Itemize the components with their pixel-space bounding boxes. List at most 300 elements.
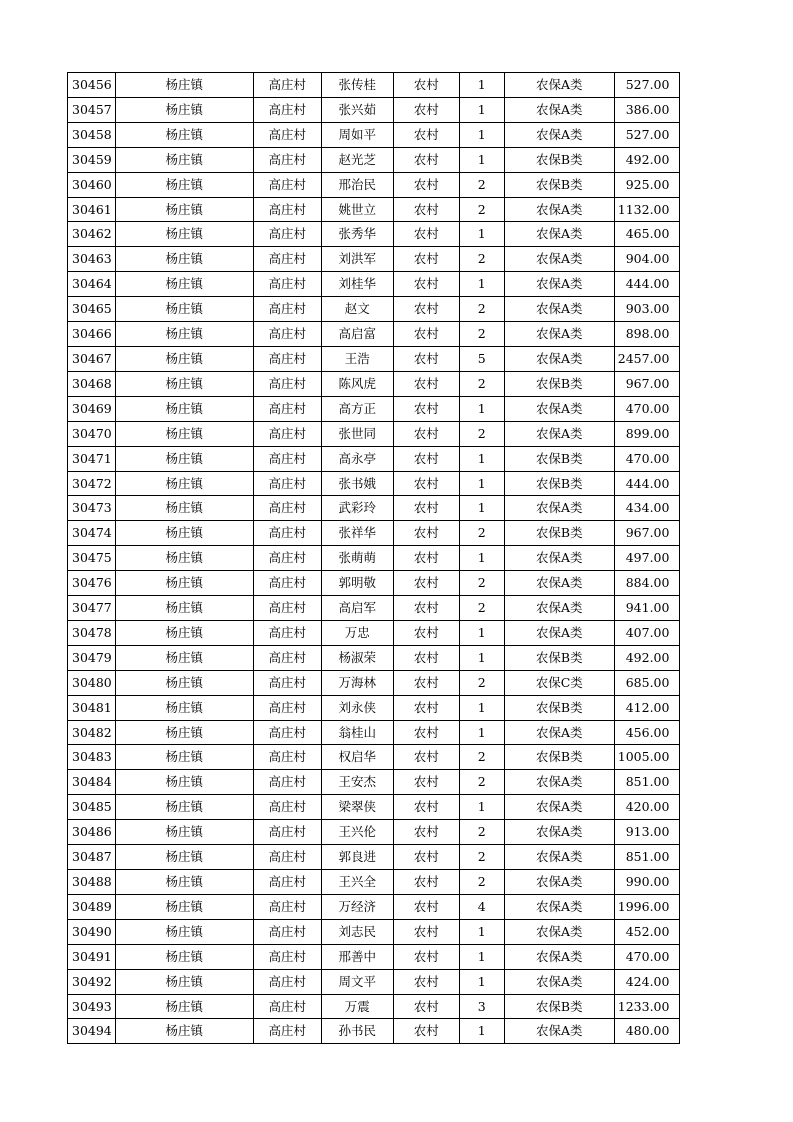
insurance-class-cell: 农保A类 xyxy=(504,122,614,147)
member-count-cell: 2 xyxy=(459,870,504,895)
table-row xyxy=(68,645,680,670)
amount-cell: 990.00 xyxy=(614,870,680,895)
insurance-class-cell: 农保A类 xyxy=(504,845,614,870)
household-type-cell: 农村 xyxy=(393,770,459,795)
amount-cell: 903.00 xyxy=(614,297,680,322)
table-row xyxy=(68,147,680,172)
household-type-cell: 农村 xyxy=(393,720,459,745)
record-id-cell: 30493 xyxy=(68,994,116,1019)
village-cell: 高庄村 xyxy=(253,919,321,944)
amount-cell: 420.00 xyxy=(614,795,680,820)
insurance-class-cell: 农保A类 xyxy=(504,396,614,421)
record-id-cell: 30482 xyxy=(68,720,116,745)
village-cell: 高庄村 xyxy=(253,770,321,795)
record-id-cell: 30487 xyxy=(68,845,116,870)
member-count-cell: 5 xyxy=(459,346,504,371)
town-cell: 杨庄镇 xyxy=(115,371,253,396)
person-name-cell: 张萌萌 xyxy=(321,546,393,571)
record-id-cell: 30490 xyxy=(68,919,116,944)
household-type-cell: 农村 xyxy=(393,596,459,621)
person-name-cell: 高启富 xyxy=(321,322,393,347)
table-row xyxy=(68,695,680,720)
household-type-cell: 农村 xyxy=(393,695,459,720)
table-row xyxy=(68,845,680,870)
table-body xyxy=(68,73,680,1044)
record-id-cell: 30459 xyxy=(68,147,116,172)
insurance-class-cell: 农保B类 xyxy=(504,471,614,496)
record-id-cell: 30460 xyxy=(68,172,116,197)
insurance-class-cell: 农保A类 xyxy=(504,620,614,645)
town-cell: 杨庄镇 xyxy=(115,297,253,322)
household-type-cell: 农村 xyxy=(393,1019,459,1044)
member-count-cell: 3 xyxy=(459,994,504,1019)
record-id-cell: 30472 xyxy=(68,471,116,496)
insurance-class-cell: 农保B类 xyxy=(504,147,614,172)
table-row xyxy=(68,322,680,347)
person-name-cell: 陈风虎 xyxy=(321,371,393,396)
village-cell: 高庄村 xyxy=(253,596,321,621)
person-name-cell: 邢治民 xyxy=(321,172,393,197)
village-cell: 高庄村 xyxy=(253,720,321,745)
town-cell: 杨庄镇 xyxy=(115,197,253,222)
record-id-cell: 30473 xyxy=(68,496,116,521)
amount-cell: 967.00 xyxy=(614,371,680,396)
table-row xyxy=(68,247,680,272)
town-cell: 杨庄镇 xyxy=(115,919,253,944)
member-count-cell: 2 xyxy=(459,571,504,596)
amount-cell: 899.00 xyxy=(614,421,680,446)
person-name-cell: 张兴茹 xyxy=(321,97,393,122)
person-name-cell: 权启华 xyxy=(321,745,393,770)
town-cell: 杨庄镇 xyxy=(115,147,253,172)
record-id-cell: 30474 xyxy=(68,521,116,546)
village-cell: 高庄村 xyxy=(253,471,321,496)
household-type-cell: 农村 xyxy=(393,396,459,421)
village-cell: 高庄村 xyxy=(253,745,321,770)
town-cell: 杨庄镇 xyxy=(115,521,253,546)
table-row xyxy=(68,670,680,695)
village-cell: 高庄村 xyxy=(253,695,321,720)
household-type-cell: 农村 xyxy=(393,969,459,994)
table-row xyxy=(68,720,680,745)
town-cell: 杨庄镇 xyxy=(115,670,253,695)
person-name-cell: 王安杰 xyxy=(321,770,393,795)
household-type-cell: 农村 xyxy=(393,421,459,446)
amount-cell: 465.00 xyxy=(614,222,680,247)
amount-cell: 412.00 xyxy=(614,695,680,720)
insurance-class-cell: 农保A类 xyxy=(504,870,614,895)
town-cell: 杨庄镇 xyxy=(115,969,253,994)
member-count-cell: 2 xyxy=(459,521,504,546)
household-type-cell: 农村 xyxy=(393,197,459,222)
amount-cell: 444.00 xyxy=(614,471,680,496)
person-name-cell: 万忠 xyxy=(321,620,393,645)
record-id-cell: 30494 xyxy=(68,1019,116,1044)
member-count-cell: 1 xyxy=(459,695,504,720)
amount-cell: 497.00 xyxy=(614,546,680,571)
table-row xyxy=(68,197,680,222)
insurance-class-cell: 农保A类 xyxy=(504,720,614,745)
member-count-cell: 2 xyxy=(459,770,504,795)
amount-cell: 470.00 xyxy=(614,446,680,471)
table-row xyxy=(68,546,680,571)
person-name-cell: 万经济 xyxy=(321,894,393,919)
person-name-cell: 张祥华 xyxy=(321,521,393,546)
member-count-cell: 1 xyxy=(459,1019,504,1044)
amount-cell: 492.00 xyxy=(614,147,680,172)
member-count-cell: 1 xyxy=(459,147,504,172)
record-id-cell: 30484 xyxy=(68,770,116,795)
town-cell: 杨庄镇 xyxy=(115,944,253,969)
town-cell: 杨庄镇 xyxy=(115,720,253,745)
member-count-cell: 2 xyxy=(459,247,504,272)
table-row xyxy=(68,446,680,471)
household-type-cell: 农村 xyxy=(393,620,459,645)
person-name-cell: 赵文 xyxy=(321,297,393,322)
insurance-class-cell: 农保B类 xyxy=(504,446,614,471)
household-type-cell: 农村 xyxy=(393,247,459,272)
household-type-cell: 农村 xyxy=(393,944,459,969)
member-count-cell: 1 xyxy=(459,446,504,471)
member-count-cell: 2 xyxy=(459,596,504,621)
person-name-cell: 张世同 xyxy=(321,421,393,446)
record-id-cell: 30461 xyxy=(68,197,116,222)
insurance-class-cell: 农保A类 xyxy=(504,346,614,371)
member-count-cell: 2 xyxy=(459,197,504,222)
town-cell: 杨庄镇 xyxy=(115,546,253,571)
town-cell: 杨庄镇 xyxy=(115,695,253,720)
insurance-class-cell: 农保A类 xyxy=(504,297,614,322)
insurance-class-cell: 农保A类 xyxy=(504,571,614,596)
amount-cell: 941.00 xyxy=(614,596,680,621)
village-cell: 高庄村 xyxy=(253,546,321,571)
amount-cell: 904.00 xyxy=(614,247,680,272)
household-type-cell: 农村 xyxy=(393,272,459,297)
table-row xyxy=(68,820,680,845)
insurance-class-cell: 农保B类 xyxy=(504,645,614,670)
table-row xyxy=(68,969,680,994)
table-row xyxy=(68,596,680,621)
table-row xyxy=(68,1019,680,1044)
town-cell: 杨庄镇 xyxy=(115,396,253,421)
person-name-cell: 赵光芝 xyxy=(321,147,393,172)
table-row xyxy=(68,73,680,98)
record-id-cell: 30458 xyxy=(68,122,116,147)
town-cell: 杨庄镇 xyxy=(115,73,253,98)
household-type-cell: 农村 xyxy=(393,845,459,870)
person-name-cell: 张秀华 xyxy=(321,222,393,247)
village-cell: 高庄村 xyxy=(253,969,321,994)
record-id-cell: 30467 xyxy=(68,346,116,371)
person-name-cell: 万震 xyxy=(321,994,393,1019)
insurance-class-cell: 农保C类 xyxy=(504,670,614,695)
person-name-cell: 刘洪军 xyxy=(321,247,393,272)
village-cell: 高庄村 xyxy=(253,446,321,471)
household-type-cell: 农村 xyxy=(393,97,459,122)
person-name-cell: 周文平 xyxy=(321,969,393,994)
record-id-cell: 30468 xyxy=(68,371,116,396)
insurance-class-cell: 农保A类 xyxy=(504,496,614,521)
person-name-cell: 翁桂山 xyxy=(321,720,393,745)
member-count-cell: 1 xyxy=(459,919,504,944)
village-cell: 高庄村 xyxy=(253,371,321,396)
household-type-cell: 农村 xyxy=(393,745,459,770)
member-count-cell: 1 xyxy=(459,97,504,122)
record-id-cell: 30475 xyxy=(68,546,116,571)
table-row xyxy=(68,944,680,969)
town-cell: 杨庄镇 xyxy=(115,845,253,870)
amount-cell: 851.00 xyxy=(614,845,680,870)
member-count-cell: 2 xyxy=(459,745,504,770)
person-name-cell: 刘永侠 xyxy=(321,695,393,720)
town-cell: 杨庄镇 xyxy=(115,322,253,347)
town-cell: 杨庄镇 xyxy=(115,894,253,919)
table-row xyxy=(68,396,680,421)
member-count-cell: 1 xyxy=(459,122,504,147)
record-id-cell: 30483 xyxy=(68,745,116,770)
village-cell: 高庄村 xyxy=(253,795,321,820)
person-name-cell: 武彩玲 xyxy=(321,496,393,521)
person-name-cell: 高永亭 xyxy=(321,446,393,471)
table-row xyxy=(68,421,680,446)
amount-cell: 480.00 xyxy=(614,1019,680,1044)
person-name-cell: 杨淑荣 xyxy=(321,645,393,670)
village-cell: 高庄村 xyxy=(253,620,321,645)
table-row xyxy=(68,994,680,1019)
record-id-cell: 30471 xyxy=(68,446,116,471)
table-row xyxy=(68,371,680,396)
village-cell: 高庄村 xyxy=(253,346,321,371)
member-count-cell: 2 xyxy=(459,371,504,396)
record-id-cell: 30492 xyxy=(68,969,116,994)
village-cell: 高庄村 xyxy=(253,147,321,172)
record-id-cell: 30463 xyxy=(68,247,116,272)
amount-cell: 1005.00 xyxy=(614,745,680,770)
amount-cell: 424.00 xyxy=(614,969,680,994)
table-row xyxy=(68,870,680,895)
household-type-cell: 农村 xyxy=(393,496,459,521)
household-type-cell: 农村 xyxy=(393,222,459,247)
town-cell: 杨庄镇 xyxy=(115,645,253,670)
amount-cell: 492.00 xyxy=(614,645,680,670)
person-name-cell: 周如平 xyxy=(321,122,393,147)
member-count-cell: 1 xyxy=(459,795,504,820)
household-type-cell: 农村 xyxy=(393,546,459,571)
table-row xyxy=(68,172,680,197)
insurance-class-cell: 农保A类 xyxy=(504,944,614,969)
household-type-cell: 农村 xyxy=(393,73,459,98)
village-cell: 高庄村 xyxy=(253,97,321,122)
amount-cell: 685.00 xyxy=(614,670,680,695)
member-count-cell: 1 xyxy=(459,73,504,98)
village-cell: 高庄村 xyxy=(253,247,321,272)
amount-cell: 967.00 xyxy=(614,521,680,546)
person-name-cell: 张传桂 xyxy=(321,73,393,98)
record-id-cell: 30464 xyxy=(68,272,116,297)
household-type-cell: 农村 xyxy=(393,172,459,197)
member-count-cell: 2 xyxy=(459,172,504,197)
record-id-cell: 30477 xyxy=(68,596,116,621)
town-cell: 杨庄镇 xyxy=(115,97,253,122)
person-name-cell: 梁翠侠 xyxy=(321,795,393,820)
town-cell: 杨庄镇 xyxy=(115,346,253,371)
village-cell: 高庄村 xyxy=(253,272,321,297)
village-cell: 高庄村 xyxy=(253,172,321,197)
insurance-class-cell: 农保A类 xyxy=(504,272,614,297)
household-type-cell: 农村 xyxy=(393,994,459,1019)
record-id-cell: 30481 xyxy=(68,695,116,720)
village-cell: 高庄村 xyxy=(253,944,321,969)
insurance-class-cell: 农保B类 xyxy=(504,994,614,1019)
member-count-cell: 2 xyxy=(459,820,504,845)
village-cell: 高庄村 xyxy=(253,1019,321,1044)
village-cell: 高庄村 xyxy=(253,670,321,695)
insurance-class-cell: 农保B类 xyxy=(504,695,614,720)
household-type-cell: 农村 xyxy=(393,322,459,347)
insurance-class-cell: 农保B类 xyxy=(504,521,614,546)
insurance-class-cell: 农保A类 xyxy=(504,97,614,122)
amount-cell: 1132.00 xyxy=(614,197,680,222)
table-row xyxy=(68,471,680,496)
record-id-cell: 30485 xyxy=(68,795,116,820)
insurance-class-cell: 农保A类 xyxy=(504,795,614,820)
record-id-cell: 30476 xyxy=(68,571,116,596)
town-cell: 杨庄镇 xyxy=(115,496,253,521)
insurance-class-cell: 农保A类 xyxy=(504,421,614,446)
table-row xyxy=(68,770,680,795)
member-count-cell: 2 xyxy=(459,297,504,322)
household-type-cell: 农村 xyxy=(393,870,459,895)
member-count-cell: 4 xyxy=(459,894,504,919)
record-id-cell: 30465 xyxy=(68,297,116,322)
member-count-cell: 2 xyxy=(459,421,504,446)
table-row xyxy=(68,222,680,247)
village-cell: 高庄村 xyxy=(253,322,321,347)
insurance-class-cell: 农保A类 xyxy=(504,820,614,845)
village-cell: 高庄村 xyxy=(253,197,321,222)
person-name-cell: 孙书民 xyxy=(321,1019,393,1044)
table-row xyxy=(68,346,680,371)
village-cell: 高庄村 xyxy=(253,571,321,596)
village-cell: 高庄村 xyxy=(253,222,321,247)
village-cell: 高庄村 xyxy=(253,645,321,670)
amount-cell: 407.00 xyxy=(614,620,680,645)
record-id-cell: 30462 xyxy=(68,222,116,247)
town-cell: 杨庄镇 xyxy=(115,994,253,1019)
member-count-cell: 1 xyxy=(459,645,504,670)
amount-cell: 898.00 xyxy=(614,322,680,347)
town-cell: 杨庄镇 xyxy=(115,471,253,496)
insurance-class-cell: 农保A类 xyxy=(504,247,614,272)
village-cell: 高庄村 xyxy=(253,396,321,421)
village-cell: 高庄村 xyxy=(253,894,321,919)
table-row xyxy=(68,272,680,297)
amount-cell: 925.00 xyxy=(614,172,680,197)
town-cell: 杨庄镇 xyxy=(115,870,253,895)
record-id-cell: 30488 xyxy=(68,870,116,895)
insurance-class-cell: 农保B类 xyxy=(504,172,614,197)
member-count-cell: 1 xyxy=(459,496,504,521)
table-row xyxy=(68,745,680,770)
village-cell: 高庄村 xyxy=(253,421,321,446)
village-cell: 高庄村 xyxy=(253,73,321,98)
amount-cell: 527.00 xyxy=(614,73,680,98)
person-name-cell: 郭良进 xyxy=(321,845,393,870)
insurance-class-cell: 农保A类 xyxy=(504,596,614,621)
household-type-cell: 农村 xyxy=(393,346,459,371)
person-name-cell: 刘志民 xyxy=(321,919,393,944)
household-type-cell: 农村 xyxy=(393,894,459,919)
village-cell: 高庄村 xyxy=(253,820,321,845)
record-id-cell: 30456 xyxy=(68,73,116,98)
town-cell: 杨庄镇 xyxy=(115,571,253,596)
village-cell: 高庄村 xyxy=(253,870,321,895)
record-id-cell: 30489 xyxy=(68,894,116,919)
table-row xyxy=(68,919,680,944)
town-cell: 杨庄镇 xyxy=(115,247,253,272)
member-count-cell: 1 xyxy=(459,944,504,969)
village-cell: 高庄村 xyxy=(253,496,321,521)
amount-cell: 470.00 xyxy=(614,944,680,969)
member-count-cell: 1 xyxy=(459,546,504,571)
town-cell: 杨庄镇 xyxy=(115,1019,253,1044)
member-count-cell: 2 xyxy=(459,845,504,870)
record-id-cell: 30470 xyxy=(68,421,116,446)
record-id-cell: 30469 xyxy=(68,396,116,421)
town-cell: 杨庄镇 xyxy=(115,272,253,297)
insurance-class-cell: 农保A类 xyxy=(504,73,614,98)
person-name-cell: 姚世立 xyxy=(321,197,393,222)
insurance-class-cell: 农保A类 xyxy=(504,197,614,222)
amount-cell: 884.00 xyxy=(614,571,680,596)
table-row xyxy=(68,571,680,596)
person-name-cell: 高启军 xyxy=(321,596,393,621)
amount-cell: 386.00 xyxy=(614,97,680,122)
household-type-cell: 农村 xyxy=(393,645,459,670)
household-type-cell: 农村 xyxy=(393,371,459,396)
town-cell: 杨庄镇 xyxy=(115,596,253,621)
member-count-cell: 1 xyxy=(459,471,504,496)
town-cell: 杨庄镇 xyxy=(115,795,253,820)
person-name-cell: 刘桂华 xyxy=(321,272,393,297)
amount-cell: 851.00 xyxy=(614,770,680,795)
insurance-class-cell: 农保A类 xyxy=(504,969,614,994)
amount-cell: 452.00 xyxy=(614,919,680,944)
town-cell: 杨庄镇 xyxy=(115,770,253,795)
record-id-cell: 30486 xyxy=(68,820,116,845)
village-cell: 高庄村 xyxy=(253,122,321,147)
record-id-cell: 30457 xyxy=(68,97,116,122)
insurance-class-cell: 农保A类 xyxy=(504,546,614,571)
town-cell: 杨庄镇 xyxy=(115,820,253,845)
table-row xyxy=(68,297,680,322)
town-cell: 杨庄镇 xyxy=(115,122,253,147)
town-cell: 杨庄镇 xyxy=(115,222,253,247)
member-count-cell: 1 xyxy=(459,396,504,421)
person-name-cell: 高方正 xyxy=(321,396,393,421)
insurance-class-cell: 农保A类 xyxy=(504,222,614,247)
record-id-cell: 30466 xyxy=(68,322,116,347)
amount-cell: 470.00 xyxy=(614,396,680,421)
record-id-cell: 30480 xyxy=(68,670,116,695)
member-count-cell: 1 xyxy=(459,272,504,297)
records-table xyxy=(67,72,680,1044)
member-count-cell: 2 xyxy=(459,322,504,347)
household-type-cell: 农村 xyxy=(393,521,459,546)
person-name-cell: 王兴全 xyxy=(321,870,393,895)
person-name-cell: 王浩 xyxy=(321,346,393,371)
village-cell: 高庄村 xyxy=(253,845,321,870)
